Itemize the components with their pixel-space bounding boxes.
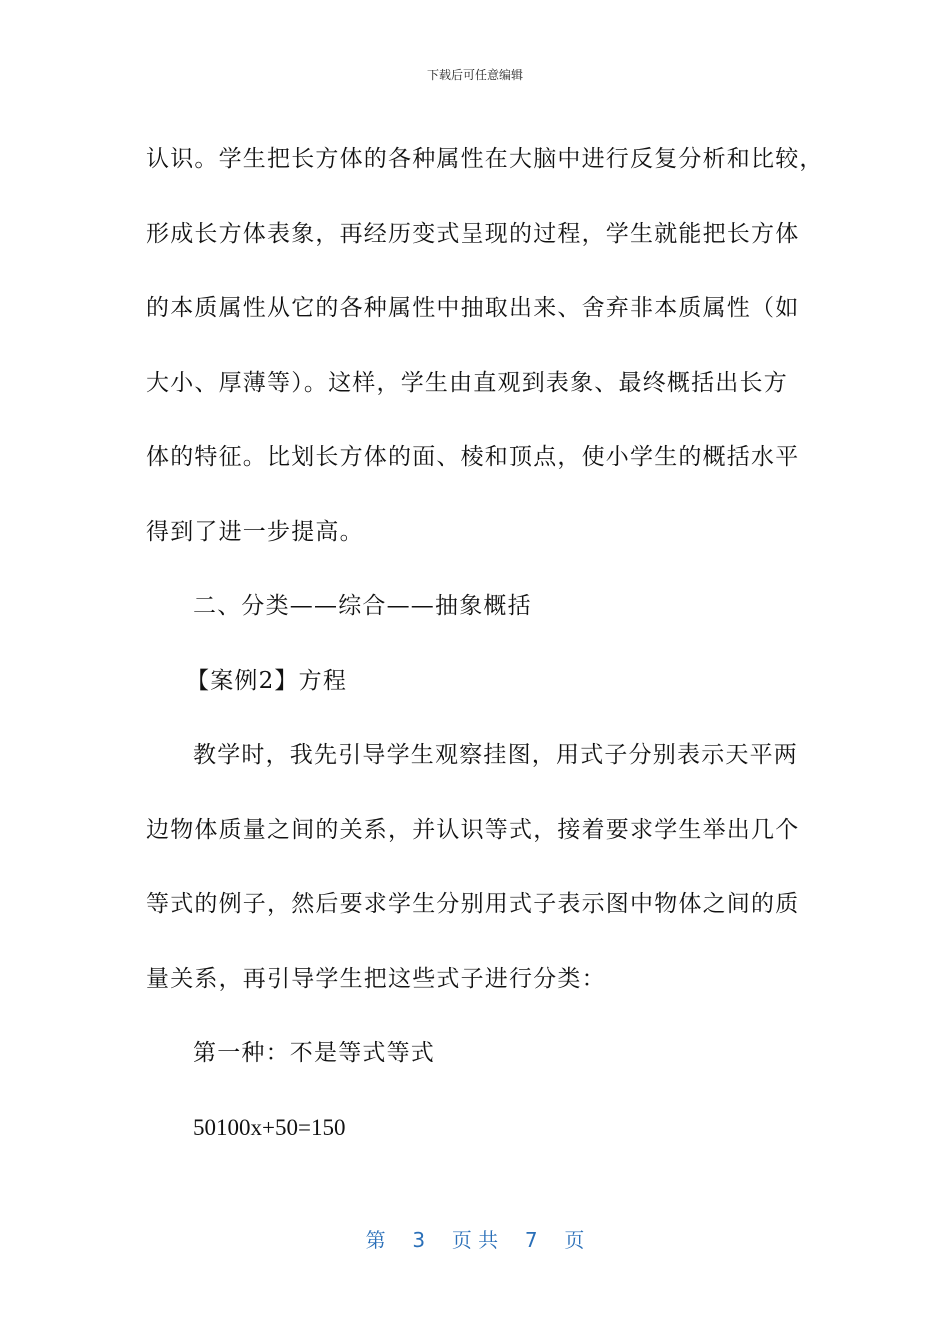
page-footer (0, 1224, 950, 1253)
text-line: 量关系，再引导学生把这些式子进行分类： (146, 965, 606, 992)
text-line: 大小、厚薄等）。这样，学生由直观到表象、最终概括出长方 (146, 369, 788, 396)
case-title: 【案例2】方程 (186, 667, 348, 694)
footer-total-pages: 7 (524, 1228, 538, 1252)
category-line: 第一种：不是等式等式 (193, 1040, 435, 1066)
category-block (146, 1016, 806, 1091)
footer-current-page: 3 (412, 1228, 426, 1252)
text-line: 形成长方体表象，再经历变式呈现的过程，学生就能把长方体 (146, 220, 800, 247)
page-header (0, 66, 950, 83)
section-heading: 二、分类——综合——抽象概括 (193, 593, 532, 619)
text-line: 得到了进一步提高。 (146, 518, 364, 545)
text-line: 体的特征。比划长方体的面、棱和顶点，使小学生的概括水平 (146, 444, 800, 470)
equation-line: 50100x+50=150 (193, 1114, 346, 1140)
case-title-block (146, 644, 806, 719)
text-line: 教学时，我先引导学生观察挂图，用式子分别表示天平两 (193, 742, 798, 768)
text-line: 认识。学生把长方体的各种属性在大脑中进行反复分析和比较， (146, 146, 824, 172)
paragraph-cuboid-summary (146, 122, 824, 569)
text-line: 边物体质量之间的关系，并认识等式，接着要求学生举出几个 (146, 816, 800, 843)
footer-middle: 页 共 (451, 1228, 499, 1252)
equation-block (146, 1091, 806, 1166)
section-heading-block (146, 569, 806, 644)
paragraph-equation-teaching (146, 718, 806, 1016)
footer-suffix: 页 (564, 1228, 585, 1252)
footer-prefix: 第 (365, 1228, 386, 1252)
header-text: 下载后可任意编辑 (426, 68, 523, 82)
text-line: 等式的例子，然后要求学生分别用式子表示图中物体之间的质 (146, 891, 800, 917)
text-line: 的本质属性从它的各种属性中抽取出来、舍弃非本质属性（如 (146, 295, 800, 321)
document-body (146, 122, 824, 1165)
